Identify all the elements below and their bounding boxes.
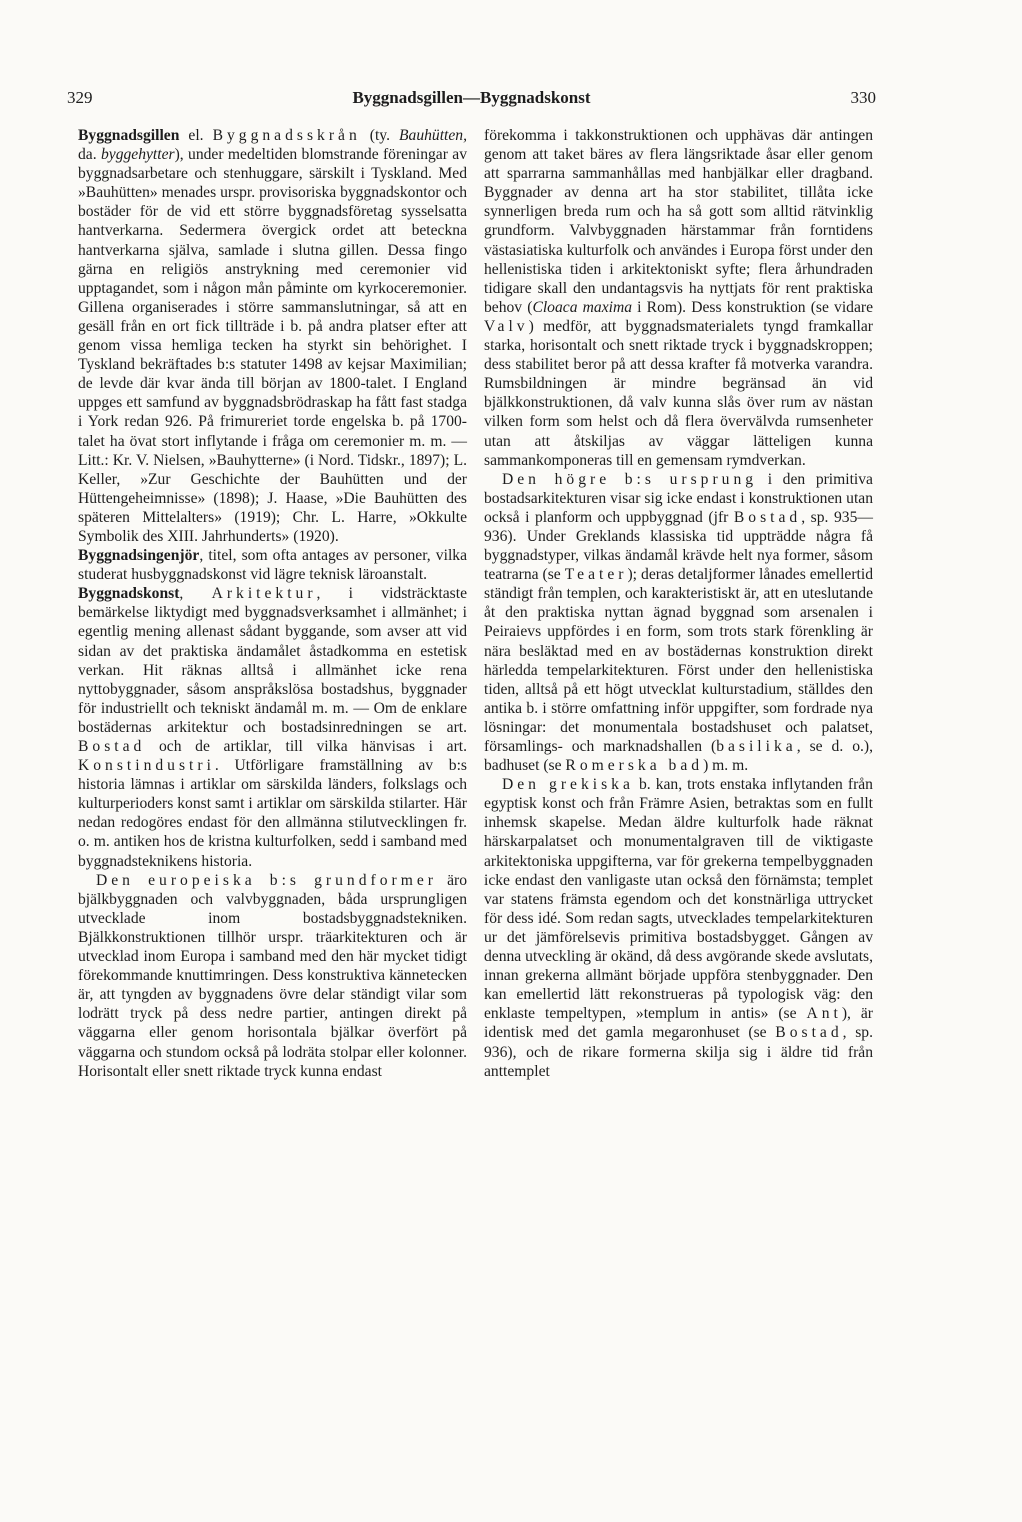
entry-byggnadsingenjor [78,546,467,584]
text: (ty. [360,127,399,144]
spaced-term: Den europeiska b:s grundformer [96,871,437,889]
headword: Byggnadskonst [78,585,180,603]
cross-reference: Bostad [733,508,802,526]
text: da. [78,146,101,164]
cross-reference: Konstindustri [78,757,215,775]
text: ) medför, att byggnadsmaterialets tyngd framkallar starka, horisontalt och snett riktade tryck i byggnadskroppen; dess stabilitet beror på att dessa krafter få motverka varandra. Rumsbildningen är mindre begränsad än vid bjälkkonstruktionen, då valv kunna slås över rum av nästan vilken form som helst och då flera övervälvda rumsenheter utan att åtskiljas av väggar lätteligen kunna sammankomponeras till en gemensam rymdverkan. [484,317,873,469]
spaced-term: Den högre b:s ursprung [502,470,758,488]
text: ), är identisk med det gamla megaronhuset (se [484,1005,873,1042]
text: i Rom). Dess konstruktion (se vidare [632,298,873,316]
spaced-term: Den grekiska [502,776,634,794]
page-number-right: 330 [850,88,876,107]
column-left [78,126,467,1081]
italic-term: byggehytter [100,146,175,164]
text: förekomma i takkonstruktionen och upphävas där antingen genom att taket bäres av flera längsriktade åsar eller genom att sparrarna sammanhållas med hanbjälkar eller dragband. Byggnader av denna art ha stor stabilitet, tillåta icke synnerligen breda rum och ha så gott som alltid rätvinklig grundform. Valvbyggnaden härstammar från forntidens västasiatiska kulturfolk och användes i Europa först under den hellenistiska tiden i arkitektoniskt syfte; flera århundraden tidigare skall den undantagsvis ha nyttjats för rent praktiska behov ( [484,127,873,316]
cross-reference: Valv [484,317,529,335]
entry-byggnadsgillen [78,126,467,546]
text: . Utförligare framställning av b:s historia lämnas i artiklar om särskilda länders, folkslags och kulturperioders konst samt i artiklar om särskilda stilarter. Här nedan redogöres endast för den allmänna stilutvecklingen fr. o. m. antiken hos de kristna kulturfolken, sedd i samband med byggnadsteknikens historia. [78,757,467,870]
text: ) m. m. [703,757,749,775]
cross-reference: Ant [806,1005,842,1023]
text: , [179,585,212,603]
column-right [484,126,873,1081]
cross-reference: basilika [716,738,797,755]
text: , sp. 935—936). Under Greklands klassiska tid uppträdde några få byggnadstyper, vilkas ändamål krävde helt nya former, såsom teatrarna (se [484,508,873,584]
paragraph-continued [484,126,873,470]
text: ), under medeltiden blomstrande föreningar av byggnadsarbetare och stenhuggare, särskilt i Tyskland. Med »Bauhütten» menades urspr. provisoriska byggnadskontor och bostäder för de vid ett större byggnadsföretag sysselsatta hantverkarna. Sedermera övergick ordet att beteckna hantverkarna själva, samlade i slutna gillen. Dessa fingo gärna en religiös anstrykning med ceremonier vid upptagandet, som i någon mån påminte om kyrkoceremonier. Gillena organiserades i större sammanslutningar, så att en gesäll från en ort fick tillträde i b. på andra platser efter att genom vissa hemliga tecken ha styrkt sin behörighet. I Tyskland bekräftades b:s statuter 1498 av kejsar Maximilian; de levde där kvar ända till början av 1800-talet. I England uppges ett samfund av byggnadsbrödraskap ha fått fast stadga i York redan 926. På frimureriet torde engelska b. på 1700-talet ha övat stort inflytande i fråga om ceremonier m. m. — Litt.: Kr. V. Nielsen, »Bauhytterne» (i Nord. Tidskr., 1897); L. Keller, »Zur Geschichte der Bauhütten und der Hüttengeheimnisse» (1898); J. Haase, »Die Bauhütten des späteren Mittelalters» (1919); Chr. L. Harre, »Okkulte Symbolik des XIII. Jahrhunderts» (1920). [78,146,467,545]
entry-byggnadskonst [78,584,467,870]
text: ); deras detaljformer lånades emellertid ständigt från templen, och karakteristiskt är, att en uteslutande åt den praktiska nyttan ägnad byggnad som arsenalen i Peiraievs uppfördes i en form, som trots stark förenkling är nära besläktad med en av bostädernas konstruktion direkt härledda tempelarkitekturen. Först under den hellenistiska tiden, alltså på ett högt utvecklat kulturstadium, ställdes den antika b. i större omfattning inför uppgifter, som fordrade nya lösningar: det monumentala bostadshuset och palatset, församlings- och marknadshallen ( [484,566,873,755]
text: el. [179,127,213,144]
page-number-left: 329 [67,88,93,107]
text: , sp. 936), och de rikare formerna skilja sig i äldre tid från anttemplet [484,1024,873,1080]
page-header [67,88,876,114]
cross-reference: Teater [564,566,628,584]
text: , titel, som ofta antages av personer, vilka studerat husbyggnadskonst vid lägre teknisk läroanstalt. [78,547,467,584]
text: och de artiklar, till vilka hänvisas i art. [145,738,467,755]
paragraph-hogre-ursprung [484,470,873,776]
text: äro bjälkbyggnaden och valvbyggnaden, båda ursprungligen utvecklade inom bostadsbyggnadstekniken. Bjälkkonstruktionen tillhör urspr. träarkitekturen och är utvecklad inom Europa i samband med den här mycket tidigt förekommande knuttimringen. Dess konstruktiva kännetecken är, att tyngden av byggnadens övre delar ständigt vilar som lodrätt tryck på dess nedre partier, antingen direkt på väggarna eller genom horisontala bjälkar överfört på väggarna och stundom också på lodräta stolpar eller kolonner. Horisontalt eller snett riktade tryck kunna endast [78,871,468,1080]
text: i den primitiva bostadsarkitekturen visar sig icke endast i konstruktionen utan också i planform och uppbyggnad (jfr [484,470,873,526]
text: , i vidsträcktaste bemärkelse liktydigt med byggnadsverksamhet i allmänhet; i egentlig mening allenast sådant byggande, som avser att vid sidan av det praktiska ändamålet åstadkomma en estetisk verkan. Hit räknas alltså i allmänhet icke rena nyttobyggnader, såsom anspråkslösa bostadshus, byggnader för industriellt och tekniskt ändamål m. m. — Om de enklare bostädernas arkitektur och bostadsinredningen se art. [78,585,468,736]
headword: Byggnadsingenjör [78,547,200,565]
cross-reference: Bostad [78,738,146,755]
paragraph-grundformer [78,871,467,1081]
paragraph-grekiska [484,775,873,1081]
italic-term: Cloaca maxima [532,298,633,316]
headword: Byggnadsgillen [78,127,180,144]
cross-reference: Bostad [775,1024,843,1042]
spaced-term: Byggnadsskrån [212,127,361,144]
italic-term: Bauhütten, [399,127,467,144]
running-title: Byggnadsgillen—Byggnadskonst [352,88,591,107]
text: , se d. o.), badhuset (se [484,738,873,775]
spaced-term: Arkitektur [211,585,317,603]
text: b. kan, trots enstaka inflytanden från egyptisk konst och från Främre Asien, betraktas som en fullt inhemsk skapelse. Medan äldre kulturfolk hade räknat härskarpalatset och monumentalgraven till de viktigaste arkitektoniska uppgifterna, var för grekerna tempelbyggnaden icke endast den vanligaste utan också den förnämsta; templet var statens främsta egendom och det konstnärliga uttrycket för dess idé. Som redan sagts, utvecklades tempelarkitekturen ur det jämförelsevis primitiva bostadsbygget. Gången av denna utveckling är okänd, då dess avgörande skede avslutats, innan grekerna allmänt började uppföra stenbyggnader. Den kan emellertid lätt rekonstrueras på typologisk väg: den enklaste tempeltypen, »templum in antis» (se [484,776,873,1023]
cross-reference: Romerska bad [565,757,704,775]
